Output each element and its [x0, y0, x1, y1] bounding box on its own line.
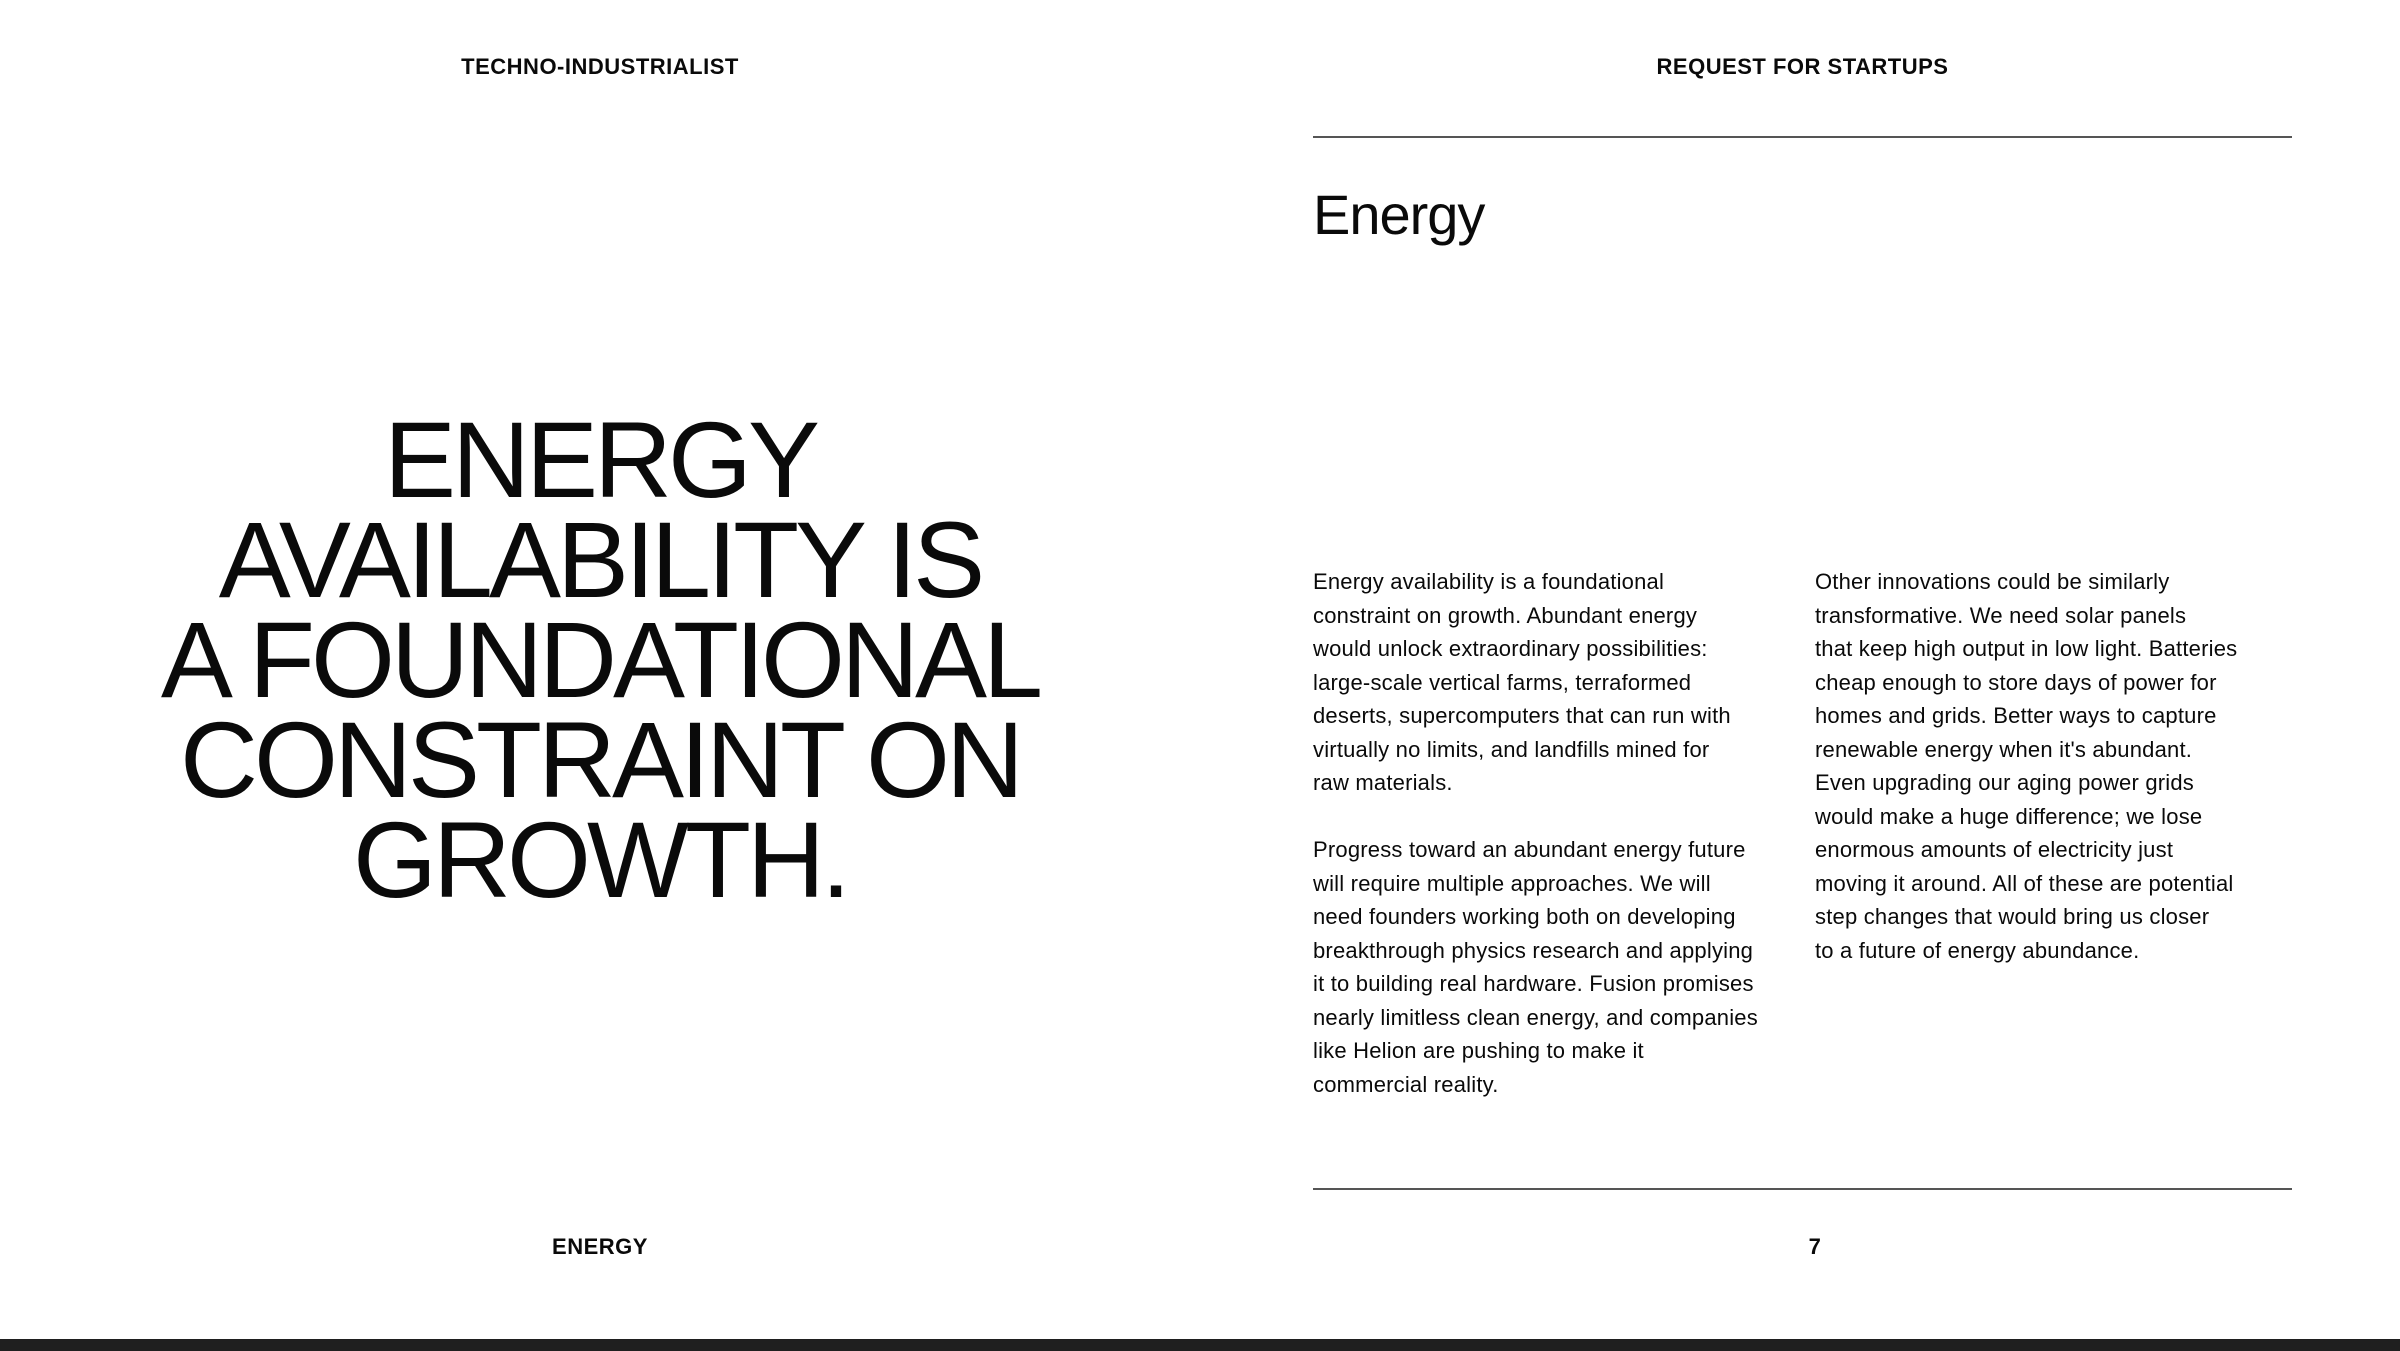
- body-line: transformative. We need solar panels: [1815, 602, 2187, 628]
- headline-line: AVAILABILITY IS: [218, 499, 982, 620]
- body-paragraph: [1313, 833, 1793, 1101]
- body-line: nearly limitless clean energy, and companies: [1313, 1004, 1758, 1030]
- body-line: enormous amounts of electricity just: [1815, 837, 2174, 862]
- body-line: deserts, supercomputers that can run with: [1313, 703, 1731, 728]
- headline-line: CONSTRAINT ON: [179, 699, 1021, 820]
- body-line: renewable energy when it's abundant.: [1815, 736, 2193, 762]
- body-line: raw materials.: [1313, 770, 1453, 795]
- body-line: it to building real hardware. Fusion promises: [1313, 971, 1754, 996]
- body-line: virtually no limits, and landfills mined for: [1313, 736, 1710, 762]
- headline-line: ENERGY: [383, 399, 817, 520]
- page-number: 7: [1808, 1234, 1822, 1259]
- publication-title: TECHNO-INDUSTRIALIST: [461, 54, 739, 79]
- body-line: will require multiple approaches. We will: [1313, 870, 1711, 896]
- body-line: Other innovations could be similarly: [1815, 569, 2170, 594]
- body-line: Progress toward an abundant energy future: [1313, 837, 1746, 862]
- body-line: would make a huge difference; we lose: [1815, 803, 2203, 829]
- body-column-left: [1313, 565, 1793, 1101]
- body-line: to a future of energy abundance.: [1815, 937, 2140, 963]
- body-line: cheap enough to store days of power for: [1815, 669, 2217, 695]
- body-line: large-scale vertical farms, terraformed: [1313, 669, 1692, 695]
- body-line: need founders working both on developing: [1313, 904, 1736, 929]
- headline-line: GROWTH.: [353, 799, 847, 920]
- body-line: like Helion are pushing to make it: [1313, 1038, 1644, 1063]
- headline: [100, 399, 1100, 920]
- body-column-right: [1815, 565, 2295, 967]
- section-header: REQUEST FOR STARTUPS: [1656, 54, 1949, 79]
- body-line: Even upgrading our aging power grids: [1815, 770, 2194, 795]
- body-line: that keep high output in low light. Batteries: [1815, 636, 2238, 661]
- body-paragraph: [1313, 565, 1793, 800]
- body-line: Energy availability is a foundational: [1313, 569, 1665, 594]
- footer-section-label: ENERGY: [552, 1234, 648, 1259]
- body-line: constraint on growth. Abundant energy: [1313, 602, 1698, 628]
- top-divider: [1313, 136, 2292, 138]
- body-line: step changes that would bring us closer: [1815, 904, 2210, 929]
- body-line: breakthrough physics research and applying: [1313, 937, 1754, 963]
- section-title: Energy: [1313, 183, 1485, 246]
- body-line: would unlock extraordinary possibilities:: [1313, 636, 1708, 661]
- body-line: homes and grids. Better ways to capture: [1815, 703, 2217, 728]
- bottom-divider: [1313, 1188, 2292, 1190]
- body-line: moving it around. All of these are potential: [1815, 870, 2234, 896]
- headline-line: A FOUNDATIONAL: [160, 599, 1040, 720]
- bottom-bar: [0, 1339, 2400, 1351]
- body-line: commercial reality.: [1313, 1071, 1499, 1097]
- body-paragraph: [1815, 565, 2295, 967]
